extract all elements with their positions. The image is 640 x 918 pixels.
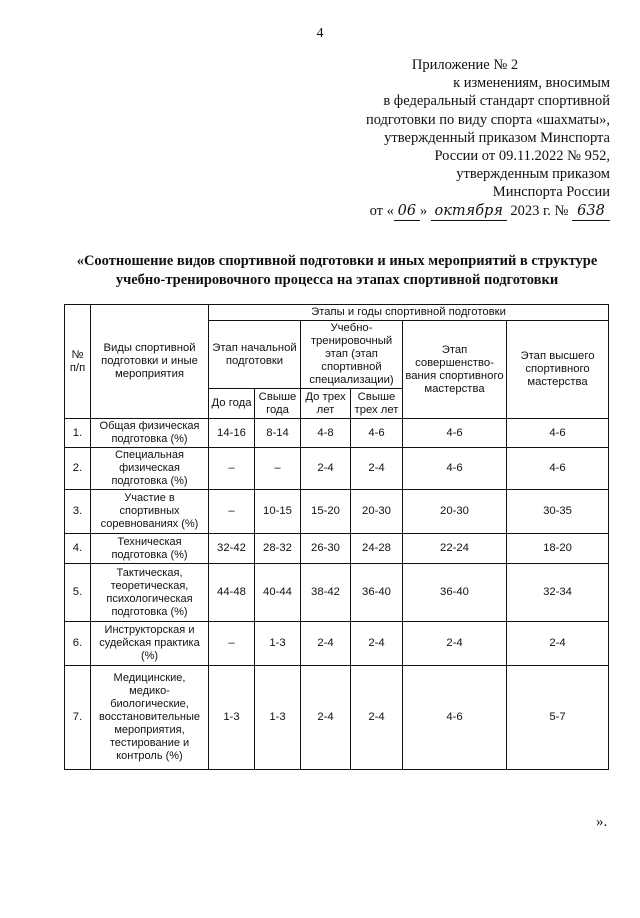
date-year: 2023 г. № <box>510 202 569 219</box>
cell-value: 40-44 <box>255 564 301 622</box>
cell-value: 4-6 <box>403 448 507 490</box>
header-initial-up-to-year: До года <box>209 389 255 419</box>
row-num: 2. <box>65 448 91 490</box>
cell-value: 4-6 <box>403 419 507 448</box>
table-row <box>65 419 609 448</box>
row-num: 7. <box>65 666 91 770</box>
cell-value: 4-6 <box>507 419 609 448</box>
appendix-line: к изменениям, вносимым <box>453 75 610 92</box>
appendix-line: Минспорта России <box>492 184 610 201</box>
cell-value: 30-35 <box>507 490 609 534</box>
table-row <box>65 490 609 534</box>
order-date-line <box>300 202 610 221</box>
cell-value: – <box>209 622 255 666</box>
cell-value: 32-42 <box>209 534 255 564</box>
cell-value: 1-3 <box>255 622 301 666</box>
cell-value: 44-48 <box>209 564 255 622</box>
table-row <box>65 534 609 564</box>
header-types: Виды спортивной подготовки и иные мероприятия <box>91 305 209 419</box>
cell-value: 32-34 <box>507 564 609 622</box>
cell-value: 22-24 <box>403 534 507 564</box>
order-number-handwritten: 638 <box>572 202 610 221</box>
row-name: Инструкторская и судейская практика (%) <box>91 622 209 666</box>
date-prefix: от « <box>369 202 394 219</box>
appendix-line: утвержденный приказом Минспорта <box>384 129 610 146</box>
cell-value: 4-6 <box>351 419 403 448</box>
header-initial-over-year: Свыше года <box>255 389 301 419</box>
date-day-handwritten: 06 <box>394 202 420 221</box>
cell-value: 4-6 <box>507 448 609 490</box>
cell-value: 10-15 <box>255 490 301 534</box>
cell-value: – <box>209 448 255 490</box>
cell-value: 2-4 <box>301 622 351 666</box>
cell-value: 8-14 <box>255 419 301 448</box>
cell-value: 2-4 <box>507 622 609 666</box>
header-stages-group: Этапы и годы спортивной подготовки <box>209 305 609 321</box>
cell-value: 18-20 <box>507 534 609 564</box>
cell-value: – <box>209 490 255 534</box>
row-num: 3. <box>65 490 91 534</box>
row-num: 6. <box>65 622 91 666</box>
header-higher-stage: Этап высшего спортивного мастерства <box>507 321 609 419</box>
date-month-handwritten: октября <box>431 202 507 221</box>
cell-value: 2-4 <box>301 666 351 770</box>
appendix-line: утвержденным приказом <box>456 166 610 183</box>
cell-value: 2-4 <box>351 622 403 666</box>
row-name: Техническая подготовка (%) <box>91 534 209 564</box>
header-num: № п/п <box>65 305 91 419</box>
row-name: Тактическая, теоретическая, психологическая подготовка (%) <box>91 564 209 622</box>
row-num: 4. <box>65 534 91 564</box>
appendix-line: подготовки по виду спорта «шахматы», <box>365 111 610 128</box>
cell-value: 2-4 <box>351 666 403 770</box>
cell-value: 5-7 <box>507 666 609 770</box>
page-number: 4 <box>316 26 324 41</box>
row-num: 1. <box>65 419 91 448</box>
table-row <box>65 666 609 770</box>
date-mid: » <box>419 202 428 219</box>
cell-value: 2-4 <box>301 448 351 490</box>
table-row <box>65 564 609 622</box>
closing-quote-mark: ». <box>596 814 608 830</box>
appendix-title: Приложение № 2 <box>411 57 519 73</box>
row-name: Участие в спортивных соревнованиях (%) <box>91 490 209 534</box>
cell-value: 4-6 <box>403 666 507 770</box>
appendix-line: в федеральный стандарт спортивной <box>383 93 610 110</box>
cell-value: 2-4 <box>403 622 507 666</box>
cell-value: 20-30 <box>351 490 403 534</box>
table-row <box>65 622 609 666</box>
row-name: Общая физическая подготовка (%) <box>91 419 209 448</box>
cell-value: 36-40 <box>351 564 403 622</box>
header-training-stage: Учебно-тренировочный этап (этап спортивной специализации) <box>301 321 403 389</box>
cell-value: 1-3 <box>255 666 301 770</box>
cell-value: 20-30 <box>403 490 507 534</box>
header-improvement-stage: Этап совершенство-вания спортивного мастерства <box>403 321 507 419</box>
row-name: Специальная физическая подготовка (%) <box>91 448 209 490</box>
table-row <box>65 448 609 490</box>
appendix-block <box>300 56 610 221</box>
document-title: «Соотношение видов спортивной подготовки и иных мероприятий в структуре учебно-тренировочного процесса на этапах спортивной подготовки <box>76 253 598 288</box>
cell-value: 14-16 <box>209 419 255 448</box>
cell-value: 38-42 <box>301 564 351 622</box>
cell-value: 24-28 <box>351 534 403 564</box>
header-training-up-to-three: До трех лет <box>301 389 351 419</box>
header-initial-stage: Этап начальной подготовки <box>209 321 301 389</box>
cell-value: 15-20 <box>301 490 351 534</box>
training-ratio-table <box>64 304 609 770</box>
row-num: 5. <box>65 564 91 622</box>
cell-value: 26-30 <box>301 534 351 564</box>
cell-value: 4-8 <box>301 419 351 448</box>
cell-value: 2-4 <box>351 448 403 490</box>
cell-value: 28-32 <box>255 534 301 564</box>
header-training-over-three: Свыше трех лет <box>351 389 403 419</box>
row-name: Медицинские, медико-биологические, восстановительные мероприятия, тестирование и контроль (%) <box>91 666 209 770</box>
appendix-line: России от 09.11.2022 № 952, <box>434 148 610 165</box>
cell-value: 1-3 <box>209 666 255 770</box>
cell-value: 36-40 <box>403 564 507 622</box>
cell-value: – <box>255 448 301 490</box>
